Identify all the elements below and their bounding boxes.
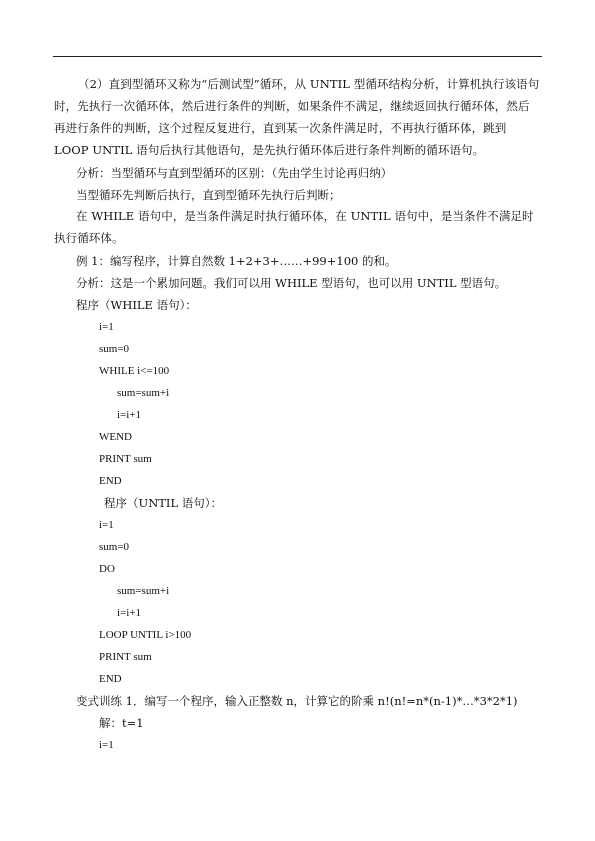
code-line: END (99, 475, 122, 487)
analysis-heading: 分析：当型循环与直到型循环的区别：（先由学生讨论再归纳） (76, 166, 393, 180)
while-program-label: 程序（WHILE 语句）： (76, 298, 197, 312)
code-line: WEND (99, 431, 132, 443)
code-line: i=i+1 (117, 409, 142, 421)
example-analysis: 分析：这是一个累加问题。我们可以用 WHILE 型语句，也可以用 UNTIL 型语句。 (76, 276, 507, 290)
code-line: END (99, 673, 122, 685)
example-title: 例 1：编写程序，计算自然数 1+2+3+……+99+100 的和。 (76, 254, 397, 268)
code-line: i=1 (99, 321, 114, 333)
code-line: PRINT sum (99, 453, 152, 465)
code-line: sum=sum+i (117, 387, 170, 399)
solution-label: 解：t=1 (99, 716, 144, 730)
exercise-title: 变式训练 1．编写一个程序，输入正整数 n，计算它的阶乘 n!(n!=n*(n-1)*…*3*2*1) (76, 694, 518, 708)
intro-paragraph: （2）直到型循环又称为“后测试型”循环，从 UNTIL 型循环结构分析，计算机执行该语句时，先执行一次循环体，然后进行条件的判断，如果条件不满足，继续返回执行循环体，然后再进行条件的判断，这个过程反复进行，直到某一次条件满足时，不再执行循环体，跳到 LOOP UNTIL 语句后执行其他语句，是先执行循环体后进行条件判断的循环语句。 (54, 77, 540, 157)
code-line: sum=0 (99, 541, 130, 553)
code-line: WHILE i<=100 (99, 365, 170, 377)
header-rule (53, 56, 542, 57)
code-line: LOOP UNTIL i>100 (99, 629, 192, 641)
code-line: PRINT sum (99, 651, 152, 663)
code-line: DO (99, 563, 115, 575)
until-program-label: 程序（UNTIL 语句）： (104, 496, 223, 510)
code-line: sum=sum+i (117, 585, 170, 597)
code-line: i=1 (99, 739, 114, 751)
code-line: sum=0 (99, 343, 130, 355)
difference-line: 当型循环先判断后执行，直到型循环先执行后判断； (76, 188, 341, 202)
while-until-paragraph: 在 WHILE 语句中，是当条件满足时执行循环体，在 UNTIL 语句中，是当条件不满足时执行循环体。 (54, 209, 534, 245)
code-line: i=i+1 (117, 607, 142, 619)
code-line: i=1 (99, 519, 114, 531)
